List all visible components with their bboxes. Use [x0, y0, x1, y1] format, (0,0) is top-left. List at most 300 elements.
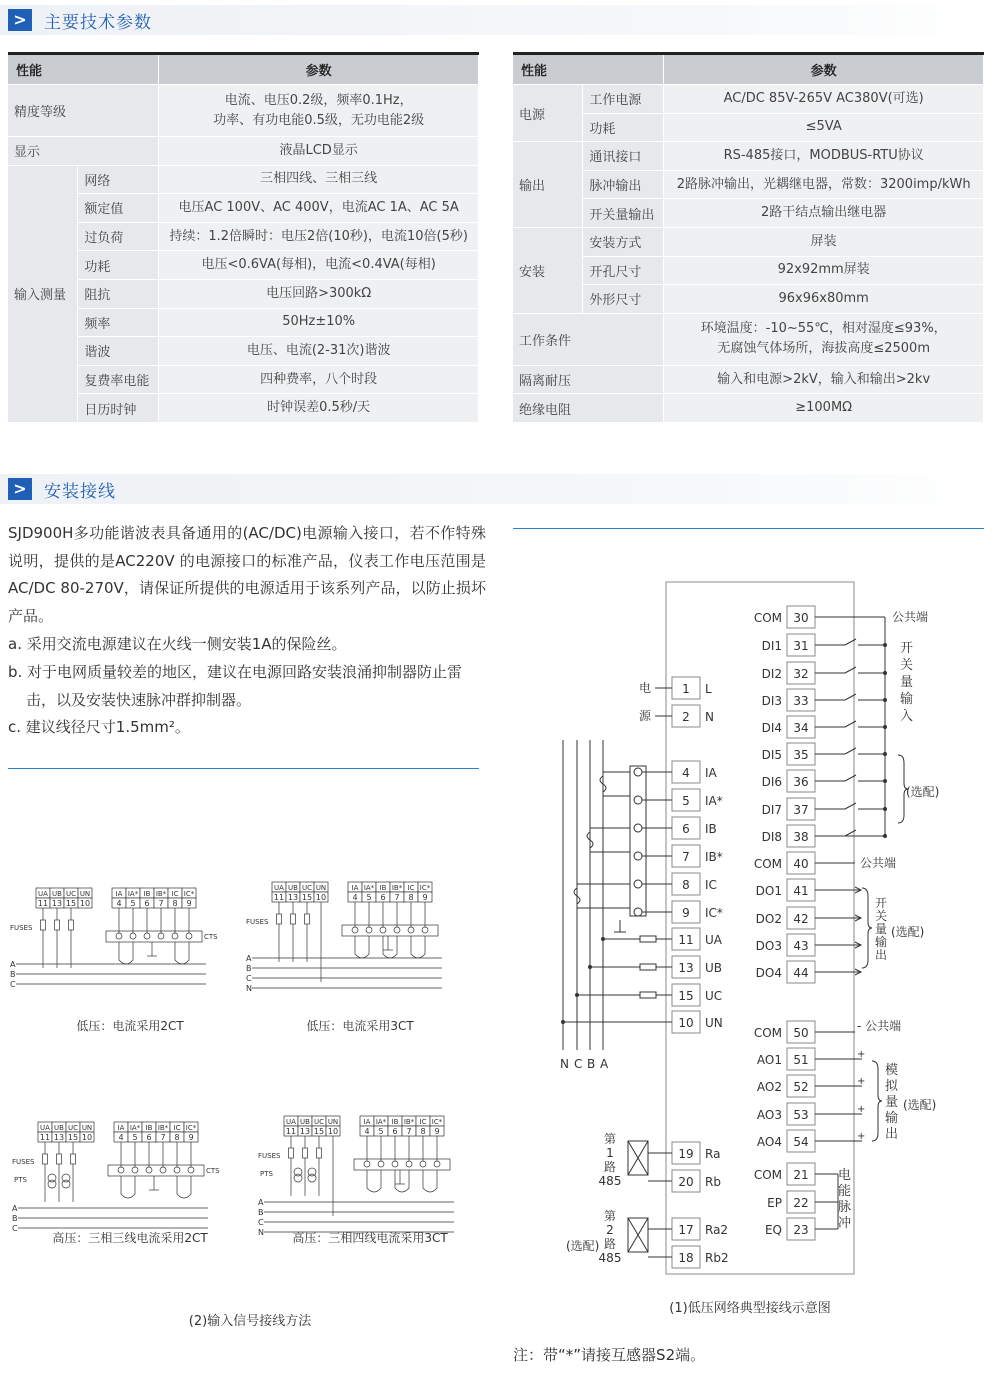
terminal-label: UC	[313, 1118, 325, 1126]
row-value: 屏装	[664, 227, 984, 256]
divider	[8, 768, 479, 769]
terminal-label: UN	[79, 890, 91, 898]
terminal-number: 35	[793, 748, 809, 762]
terminal-label: IC	[705, 878, 717, 892]
fuses-label: FUSES	[246, 918, 269, 926]
table-row	[8, 194, 479, 223]
common-terminal-label: 公共端	[892, 610, 929, 624]
phase-label: A	[258, 1198, 264, 1207]
row-value: 电压<0.6VA(每相)，电流<0.4VA(每相)	[159, 251, 479, 280]
table-row	[513, 227, 984, 256]
spec-table-left	[8, 52, 479, 423]
rs485-label-char: 2	[606, 1223, 614, 1237]
ct-loop	[175, 942, 189, 964]
junction-dot	[883, 725, 887, 729]
screw-terminal	[634, 880, 642, 888]
pts-label: PTS	[260, 1170, 273, 1178]
row-value: 电压回路>300kΩ	[159, 279, 479, 308]
terminal-number: 34	[793, 721, 809, 735]
terminal-label: IB	[145, 1124, 153, 1132]
terminal-number: 15	[67, 1133, 79, 1142]
spec-table-right	[513, 52, 984, 423]
di-group-label-char: 输	[900, 692, 914, 707]
junction-dot	[883, 807, 887, 811]
row-group-label: 绝缘电阻	[513, 394, 664, 423]
terminal-label: AO1	[756, 1053, 782, 1067]
di-group-label-char: 入	[900, 709, 914, 724]
terminal-number: 6	[682, 822, 690, 836]
terminal-number: 5	[366, 893, 372, 902]
table-row	[8, 365, 479, 394]
ct-loop	[119, 942, 133, 964]
terminal-number: 8	[174, 1133, 180, 1142]
wiring-sub-diagram	[246, 882, 442, 993]
ao-group-label-char: 模	[885, 1063, 899, 1078]
terminal-number: 31	[793, 639, 809, 653]
terminal-label: UB	[705, 961, 723, 975]
phase-label: C	[246, 974, 252, 983]
brace	[872, 1061, 882, 1141]
fuse	[317, 1148, 322, 1158]
terminal-number: 13	[51, 899, 63, 908]
common-terminal-label: 公共端	[860, 856, 897, 870]
screw-terminal	[392, 1161, 398, 1167]
table-row	[513, 85, 984, 114]
row-value: AC/DC 85V-265V AC380V(可选)	[664, 85, 984, 114]
pulse-group-label-char: 能	[838, 1184, 852, 1199]
fuse	[640, 964, 656, 970]
terminal-label: UA	[40, 1124, 50, 1132]
screw-terminal	[634, 852, 642, 860]
diagram-caption: 高压：三相三线电流采用2CT	[52, 1231, 208, 1245]
terminal-number: 38	[793, 830, 809, 844]
terminal-number: 30	[793, 611, 809, 625]
table-row	[513, 313, 984, 365]
terminal-number: 7	[394, 893, 400, 902]
terminal-label: IB*	[157, 1124, 169, 1132]
junction-dot	[883, 779, 887, 783]
rs485-label-char: 485	[598, 1174, 622, 1188]
terminal-number: 40	[793, 857, 809, 871]
screw-terminal	[186, 933, 192, 939]
terminal-label: IA	[705, 766, 717, 780]
terminal-number: 42	[793, 912, 809, 926]
terminal-label: DI1	[761, 639, 782, 653]
phase-label: C	[258, 1218, 264, 1227]
terminal-number: 7	[682, 850, 690, 864]
do-group-label-char: 关	[875, 909, 888, 923]
section-title: 安装接线	[44, 482, 116, 502]
terminal-number: 50	[793, 1026, 809, 1040]
rs485-label-char: 第	[603, 1132, 617, 1146]
phase-label: C	[574, 1057, 583, 1071]
common-terminal-label: - 公共端	[857, 1019, 902, 1033]
install-intro: SJD900H多功能谐波表具备通用的(AC/DC)电源输入接口，若不作特殊说明，提供的是AC220V 的电源接口的标准产品，仪表工作电压范围是AC/DC 80-270V，请保证所提供的电源适用于该系列产品，以防止损坏产品。	[8, 524, 486, 625]
fuse	[55, 920, 60, 930]
terminal-number: 8	[682, 878, 690, 892]
phase-label: N	[258, 1228, 264, 1237]
fuse	[41, 920, 46, 930]
fuses-label: FUSES	[258, 1152, 281, 1160]
terminal-label: COM	[753, 1168, 782, 1182]
terminal-label: IA	[117, 1124, 125, 1132]
terminal-label: DO2	[755, 912, 782, 926]
table-row	[513, 285, 984, 314]
terminal-number: 10	[315, 893, 327, 902]
terminal-label: UC	[301, 884, 313, 892]
phase-label: C	[12, 1224, 18, 1233]
pt-coil	[294, 1174, 302, 1182]
phase-label: B	[587, 1057, 596, 1071]
terminal-label: IC*	[185, 1124, 197, 1132]
phase-label: A	[12, 1204, 18, 1213]
terminal-number: 15	[301, 893, 313, 902]
terminal-number: 4	[352, 893, 358, 902]
row-sub-label: 工作电源	[583, 85, 664, 114]
terminal-label: DI6	[761, 775, 782, 789]
terminal-label: UA	[705, 933, 722, 947]
row-group-label: 精度等级	[8, 85, 159, 137]
footnote: 注：带“*”请接互感器S2端。	[513, 1346, 706, 1364]
terminal-number: 6	[144, 899, 150, 908]
row-group-label: 隔离耐压	[513, 365, 664, 394]
row-value: 三相四线、三相三线	[159, 165, 479, 194]
terminal-label: UA	[286, 1118, 296, 1126]
power-label-char: 源	[639, 709, 652, 723]
section-header-install	[0, 474, 1000, 504]
do-group-label-char: 出	[875, 948, 888, 962]
terminal-label: UB	[54, 1124, 64, 1132]
row-value: ≤5VA	[664, 113, 984, 142]
terminal-label: AO2	[756, 1080, 782, 1094]
terminal-label: IC	[407, 884, 415, 892]
install-note-c: c. 建议线径尺寸1.5mm²。	[8, 718, 190, 736]
terminal-number: 13	[678, 961, 694, 975]
di-group-label-char: 量	[900, 675, 914, 690]
terminal-number: 2	[682, 710, 690, 724]
terminal-number: 8	[420, 1127, 426, 1136]
di-group-label-char: 关	[900, 658, 914, 673]
terminal-label: EQ	[764, 1223, 782, 1237]
ct-block	[630, 766, 646, 916]
screw-terminal	[422, 927, 428, 933]
terminal-label: IC	[171, 890, 179, 898]
phase-label: B	[258, 1208, 264, 1217]
terminal-number: 13	[287, 893, 299, 902]
ct-loop	[395, 1170, 409, 1192]
terminal-label: DI8	[761, 830, 782, 844]
terminal-label: DI5	[761, 748, 782, 762]
terminal-label: IA*	[705, 794, 723, 808]
terminal-label: UA	[38, 890, 48, 898]
junction-dot	[883, 671, 887, 675]
divider	[513, 528, 984, 529]
screw-terminal	[172, 933, 178, 939]
terminal-number: 9	[434, 1127, 440, 1136]
row-value: 电压、电流(2-31次)谐波	[159, 337, 479, 366]
chevron-right-icon: >	[8, 478, 32, 500]
terminal-label: Rb	[705, 1175, 721, 1189]
terminal-label: DI7	[761, 803, 782, 817]
install-note-a: a. 采用交流电源建议在火线一侧安装1A的保险丝。	[8, 635, 347, 653]
chevron-right-icon: >	[8, 9, 32, 31]
terminal-label: IC*	[183, 890, 195, 898]
terminal-number: 9	[682, 906, 690, 920]
terminal-label: IB*	[403, 1118, 415, 1126]
brace	[862, 888, 872, 968]
ao-group-label-char: 量	[885, 1095, 899, 1110]
terminal-number: 15	[65, 899, 77, 908]
terminal-label: UN	[327, 1118, 339, 1126]
terminal-number: 23	[793, 1223, 809, 1237]
terminal-number: 8	[172, 899, 178, 908]
screw-terminal	[380, 927, 386, 933]
row-group-label: 输入测量	[8, 165, 78, 422]
table-row	[8, 251, 479, 280]
screw-terminal	[352, 927, 358, 933]
row-value: 电流、电压0.2级，频率0.1Hz， 功率、有功电能0.5级，无功电能2级	[159, 85, 479, 137]
do-group-label-char: 开	[875, 896, 888, 910]
table-row	[513, 170, 984, 199]
fuse	[289, 1148, 294, 1158]
row-sub-label: 开关量输出	[583, 199, 664, 228]
screw-terminal	[188, 1167, 194, 1173]
row-value: 四种费率，八个时段	[159, 365, 479, 394]
phase-label: A	[246, 954, 252, 963]
terminal-label: AO4	[756, 1135, 782, 1149]
phase-label: N	[560, 1057, 569, 1071]
screw-terminal	[158, 933, 164, 939]
terminal-number: 43	[793, 939, 809, 953]
typical-wiring-diagram	[500, 570, 1000, 1330]
row-sub-label: 功耗	[583, 113, 664, 142]
terminal-label: UA	[274, 884, 284, 892]
rs485-label-char: 第	[603, 1209, 617, 1223]
section-header-specs	[0, 5, 1000, 35]
terminal-number: 33	[793, 694, 809, 708]
terminal-number: 11	[678, 933, 694, 947]
fuse	[640, 936, 656, 942]
diagram-caption: 高压：三相四线电流采用3CT	[292, 1231, 448, 1245]
terminal-number: 17	[678, 1223, 694, 1237]
table-row	[8, 279, 479, 308]
row-group-label: 显示	[8, 137, 159, 166]
row-sub-label: 频率	[78, 308, 159, 337]
terminal-number: 11	[273, 893, 285, 902]
table-row	[513, 113, 984, 142]
row-sub-label: 复费率电能	[78, 365, 159, 394]
terminal-label: UC	[67, 1124, 79, 1132]
terminal-label: IA*	[375, 1118, 387, 1126]
junction-dot	[883, 698, 887, 702]
row-group-label: 输出	[513, 142, 583, 228]
terminal-label: AO3	[756, 1108, 782, 1122]
terminal-number: 11	[39, 1133, 51, 1142]
terminal-label: N	[705, 710, 714, 724]
pulse-group-label-char: 电	[838, 1168, 852, 1183]
rs485-label-char: 路	[603, 1160, 617, 1174]
terminal-label: DO3	[755, 939, 782, 953]
table-row	[8, 165, 479, 194]
terminal-label: IC	[173, 1124, 181, 1132]
row-value: 电压AC 100V、AC 400V，电流AC 1A、AC 5A	[159, 194, 479, 223]
pt-coil	[48, 1180, 56, 1188]
optional-label: (选配)	[906, 785, 940, 799]
wiring-sub-diagram	[10, 888, 218, 989]
ao-group-label-char: 出	[885, 1127, 899, 1142]
terminal-number: 1	[682, 682, 690, 696]
terminal-number: 19	[678, 1147, 694, 1161]
row-sub-label: 开孔尺寸	[583, 256, 664, 285]
terminal-number: 9	[422, 893, 428, 902]
row-sub-label: 通讯接口	[583, 142, 664, 171]
table-row	[513, 394, 984, 423]
table-row	[8, 85, 479, 137]
terminal-number: 32	[793, 667, 809, 681]
screw-terminal	[144, 933, 150, 939]
junction-dot	[883, 643, 887, 647]
terminal-number: 52	[793, 1080, 809, 1094]
plus-sign: +	[857, 1104, 866, 1115]
pt-coil	[308, 1174, 316, 1182]
row-sub-label: 过负荷	[78, 222, 159, 251]
row-value: 92x92mm屏装	[664, 256, 984, 285]
screw-terminal	[634, 908, 642, 916]
terminal-number: 44	[793, 966, 809, 980]
main-diagram-caption: (1)低压网络典型接线示意图	[669, 1301, 831, 1316]
table-row	[513, 142, 984, 171]
screw-terminal	[160, 1167, 166, 1173]
screw-terminal	[634, 796, 642, 804]
row-sub-label: 阻抗	[78, 279, 159, 308]
row-sub-label: 脉冲输出	[583, 170, 664, 199]
screw-terminal	[420, 1161, 426, 1167]
fuses-label: FUSES	[12, 1158, 35, 1166]
row-value: 50Hz±10%	[159, 308, 479, 337]
terminal-label: IB*	[391, 884, 403, 892]
row-sub-label: 安装方式	[583, 227, 664, 256]
terminal-label: DO1	[755, 884, 782, 898]
ao-group-label-char: 拟	[885, 1079, 899, 1094]
row-value: 96x96x80mm	[664, 285, 984, 314]
terminal-label: L	[705, 682, 712, 696]
phase-label: N	[246, 984, 252, 993]
terminal-label: IC*	[705, 906, 723, 920]
terminal-number: 9	[188, 1133, 194, 1142]
terminal-label: UC	[705, 989, 723, 1003]
terminal-label: IA*	[129, 1124, 141, 1132]
table-row	[513, 256, 984, 285]
terminal-number: 8	[408, 893, 414, 902]
terminal-number: 22	[793, 1196, 809, 1210]
rs485-label-char: 路	[603, 1237, 617, 1251]
power-label-char: 电	[639, 681, 652, 695]
terminal-number: 41	[793, 884, 809, 898]
ct-loop	[177, 1176, 191, 1198]
terminal-number: 4	[682, 766, 690, 780]
optional-label: (选配)	[891, 925, 925, 939]
pt-coil	[62, 1180, 70, 1188]
row-group-label: 电源	[513, 85, 583, 142]
diagram-caption: 低压：电流采用2CT	[76, 1019, 184, 1033]
fuse	[43, 1154, 48, 1164]
phase-label: A	[10, 960, 16, 969]
terminal-label: IB	[705, 822, 717, 836]
optional-label: (选配)	[566, 1239, 600, 1253]
input-wiring-diagrams	[0, 870, 500, 1330]
terminal-label: Rb2	[705, 1251, 729, 1265]
screw-terminal	[366, 927, 372, 933]
fuse	[291, 914, 296, 924]
terminal-label: COM	[753, 611, 782, 625]
terminal-label: EP	[767, 1196, 782, 1210]
terminal-number: 10	[81, 1133, 93, 1142]
fuse	[277, 914, 282, 924]
row-sub-label: 额定值	[78, 194, 159, 223]
terminal-label: IA*	[363, 884, 375, 892]
table-row	[8, 394, 479, 423]
terminal-label: COM	[753, 1026, 782, 1040]
fuse	[71, 1154, 76, 1164]
row-value: ≥100MΩ	[664, 394, 984, 423]
terminal-number: 4	[118, 1133, 124, 1142]
terminal-number: 4	[364, 1127, 370, 1136]
plus-sign: +	[857, 1049, 866, 1060]
screw-terminal	[378, 1161, 384, 1167]
terminal-label: IA*	[127, 890, 139, 898]
terminal-number: 5	[132, 1133, 138, 1142]
rs485-label-char: 485	[598, 1251, 622, 1265]
brace	[898, 755, 908, 823]
screw-terminal	[146, 1167, 152, 1173]
screw-terminal	[434, 1161, 440, 1167]
terminal-number: 15	[313, 1127, 325, 1136]
terminal-number: 51	[793, 1053, 809, 1067]
terminal-label: UB	[288, 884, 298, 892]
screw-terminal	[394, 927, 400, 933]
terminal-label: IB	[391, 1118, 399, 1126]
ct-loop	[423, 1170, 437, 1192]
terminal-number: 10	[678, 1016, 694, 1030]
table-row	[8, 222, 479, 251]
terminal-number: 15	[678, 989, 694, 1003]
row-sub-label: 日历时钟	[78, 394, 159, 423]
terminal-label: IA	[351, 884, 359, 892]
header-parameter: 参数	[664, 54, 984, 85]
screw-terminal	[634, 768, 642, 776]
terminal-label: IB	[143, 890, 151, 898]
wiring-sub-diagram	[258, 1116, 454, 1237]
row-value: RS-485接口，MODBUS-RTU协议	[664, 142, 984, 171]
diagram-caption: 低压：电流采用3CT	[306, 1019, 414, 1033]
pulse-group-label-char: 脉	[838, 1200, 852, 1215]
terminal-label: UN	[705, 1016, 723, 1030]
fuse	[303, 1148, 308, 1158]
row-group-label: 安装	[513, 227, 583, 313]
terminal-number: 20	[678, 1175, 694, 1189]
table-row	[8, 137, 479, 166]
small-diagrams-caption: (2)输入信号接线方法	[188, 1314, 312, 1329]
do-group-label-char: 输	[875, 935, 888, 949]
terminal-label: COM	[753, 857, 782, 871]
fuse	[640, 992, 656, 998]
terminal-label: IA	[115, 890, 123, 898]
row-value: 持续：1.2倍瞬时：电压2倍(10秒)，电流10倍(5秒)	[159, 222, 479, 251]
ct-loop	[383, 936, 397, 958]
ct-loop	[367, 1170, 381, 1192]
terminal-label: IB*	[155, 890, 167, 898]
terminal-number: 53	[793, 1108, 809, 1122]
